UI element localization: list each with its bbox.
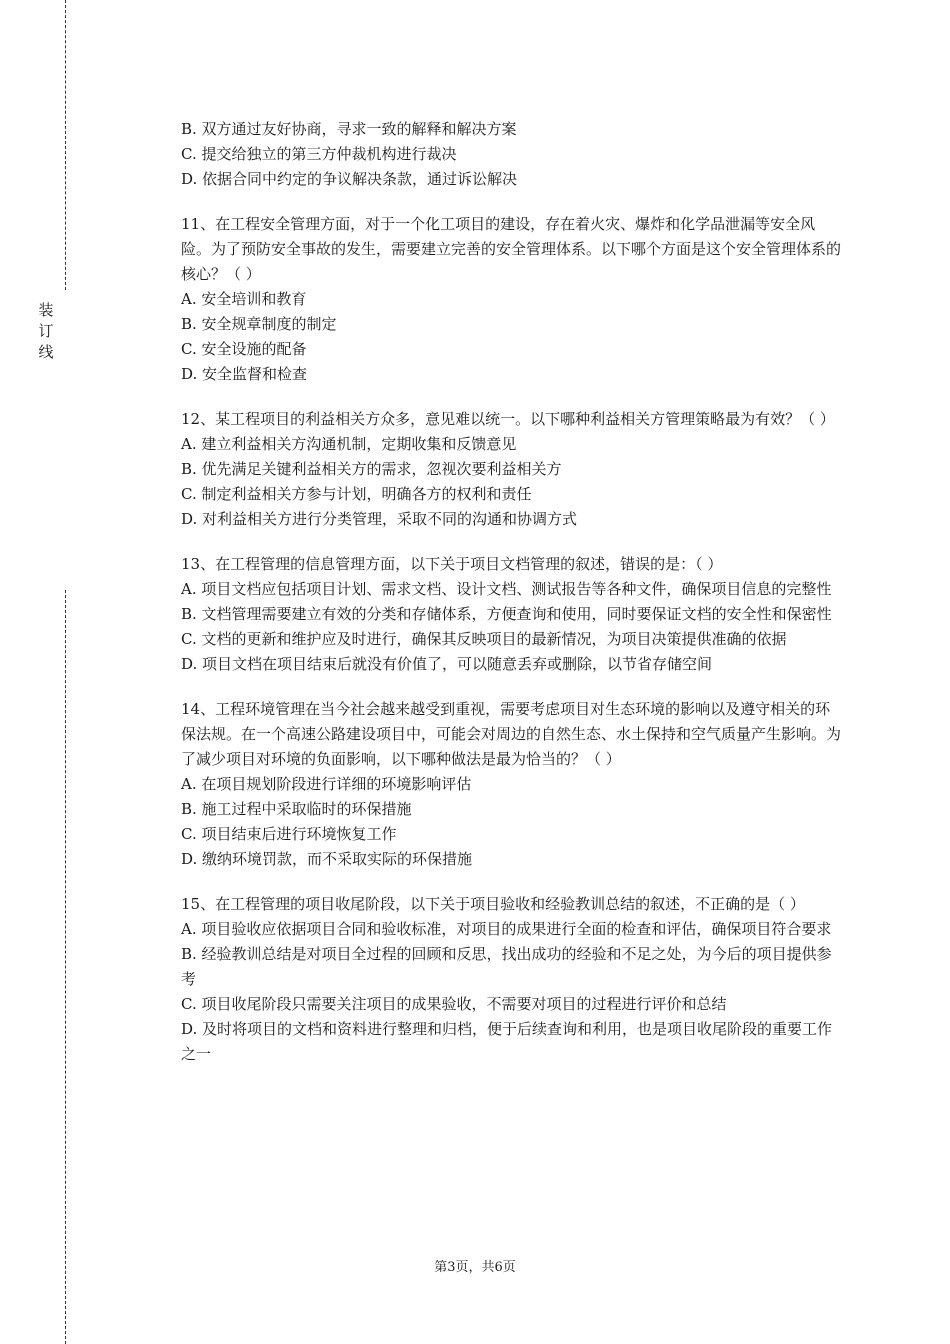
option: B. 双方通过友好协商，寻求一致的解释和解决方案 [181, 120, 517, 138]
question-14 [181, 697, 841, 872]
page-footer: 第3页，共6页 [434, 1260, 516, 1275]
binding-line-top [65, 0, 66, 290]
question-stem: 15、在工程管理的项目收尾阶段，以下关于项目验收和经验教训总结的叙述，不正确的是（ ） [181, 895, 805, 913]
question-stem: 12、某工程项目的利益相关方众多，意见难以统一。以下哪种利益相关方管理策略最为有效？（ ） [181, 410, 835, 428]
binding-char: 装 [38, 301, 54, 319]
option: A. 项目验收应依据项目合同和验收标准，对项目的成果进行全面的检查和评估，确保项目符合要求 [181, 920, 832, 938]
option: B. 安全规章制度的制定 [181, 315, 337, 333]
question-12 [181, 407, 841, 532]
question-stem: 13、在工程管理的信息管理方面，以下关于项目文档管理的叙述，错误的是：（ ） [181, 555, 723, 573]
option: C. 制定利益相关方参与计划，明确各方的权利和责任 [181, 485, 532, 503]
question-stem: 14、工程环境管理在当今社会越来越受到重视，需要考虑项目对生态环境的影响以及遵守相关的环保法规。在一个高速公路建设项目中，可能会对周边的自然生态、水土保持和空气质量产生影响。为了减少项目对环境的负面影响，以下哪种做法是最为恰当的？（ ） [181, 700, 842, 768]
option: D. 缴纳环境罚款，而不采取实际的环保措施 [181, 850, 473, 868]
prev-question-options [181, 117, 841, 192]
binding-label [36, 300, 56, 363]
option: C. 安全设施的配备 [181, 340, 307, 358]
option: A. 项目文档应包括项目计划、需求文档、设计文档、测试报告等各种文件，确保项目信息的完整性 [181, 580, 832, 598]
option: A. 在项目规划阶段进行详细的环境影响评估 [181, 775, 472, 793]
option: C. 文档的更新和维护应及时进行，确保其反映项目的最新情况，为项目决策提供准确的依据 [181, 630, 787, 648]
option: D. 安全监督和检查 [181, 365, 308, 383]
question-11 [181, 212, 841, 387]
option: A. 安全培训和教育 [181, 290, 307, 308]
option: B. 优先满足关键利益相关方的需求，忽视次要利益相关方 [181, 460, 562, 478]
option: D. 对利益相关方进行分类管理，采取不同的沟通和协调方式 [181, 510, 578, 528]
option: A. 建立利益相关方沟通机制，定期收集和反馈意见 [181, 435, 517, 453]
question-13 [181, 552, 841, 677]
option: C. 项目结束后进行环境恢复工作 [181, 825, 397, 843]
question-stem: 11、在工程安全管理方面，对于一个化工项目的建设，存在着火灾、爆炸和化学品泄漏等安全风险。为了预防安全事故的发生，需要建立完善的安全管理体系。以下哪个方面是这个安全管理体系的核心？（ ） [181, 215, 842, 283]
binding-char: 线 [38, 343, 54, 361]
binding-char: 订 [38, 322, 54, 340]
exam-content [181, 117, 841, 1087]
binding-line-bottom [65, 590, 66, 1344]
question-15 [181, 892, 841, 1067]
option: D. 项目文档在项目结束后就没有价值了，可以随意丢弃或删除，以节省存储空间 [181, 655, 713, 673]
option: D. 依据合同中约定的争议解决条款，通过诉讼解决 [181, 170, 518, 188]
option: B. 施工过程中采取临时的环保措施 [181, 800, 412, 818]
option: D. 及时将项目的文档和资料进行整理和归档，便于后续查询和利用，也是项目收尾阶段的重要工作之一 [181, 1020, 833, 1063]
option: B. 文档管理需要建立有效的分类和存储体系，方便查询和使用，同时要保证文档的安全性和保密性 [181, 605, 832, 623]
option: B. 经验教训总结是对项目全过程的回顾和反思，找出成功的经验和不足之处，为今后的项目提供参考 [181, 945, 832, 988]
option: C. 提交给独立的第三方仲裁机构进行裁决 [181, 145, 457, 163]
option: C. 项目收尾阶段只需要关注项目的成果验收，不需要对项目的过程进行评价和总结 [181, 995, 727, 1013]
